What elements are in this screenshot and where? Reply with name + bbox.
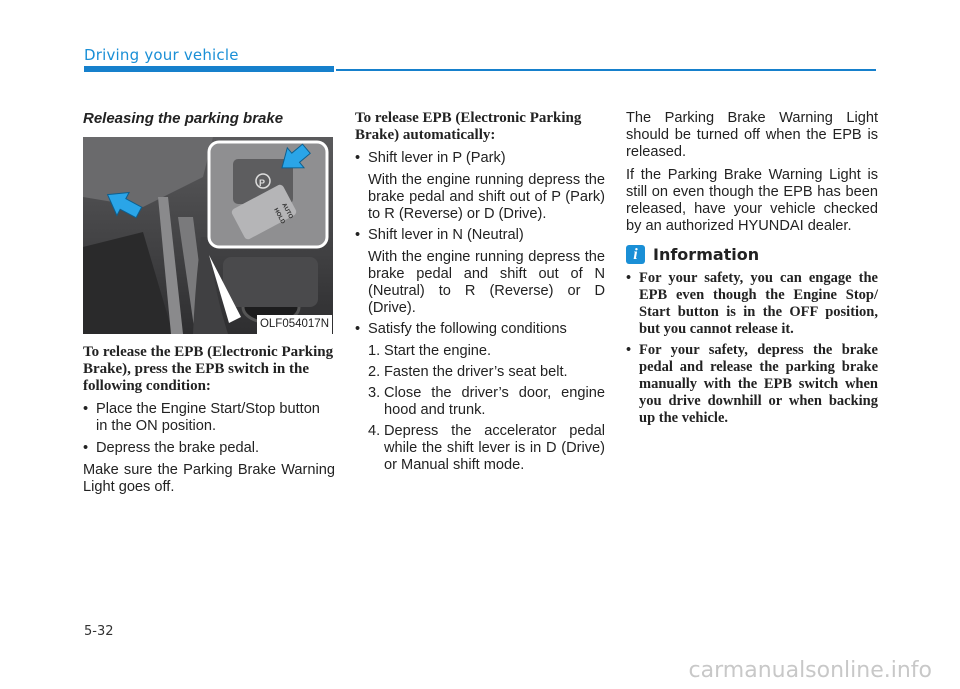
epb-switch-photo: [83, 137, 333, 334]
release-condition-heading: To release the EPB (Electronic Parking Brake), press the EPB switch in the following condition:: [83, 344, 334, 394]
watermark: carmanualsonline.info: [688, 658, 932, 683]
auto-label: AUTO: [280, 202, 294, 221]
step-text: Close the driver’s door, engine hood and trunk.: [384, 385, 605, 418]
step-text: Depress the accelerator pedal while the shift lever is in D (Drive) or Manual shift mode.: [384, 423, 605, 473]
conditions-bullet: • Satisfy the following conditions: [355, 321, 605, 338]
hold-label: HOLD: [272, 207, 286, 226]
shift-neutral-bullet: • Shift lever in N (Neutral): [355, 227, 605, 244]
information-title: Information: [653, 245, 760, 264]
information-box-title: [626, 245, 878, 264]
condition-step: [355, 364, 605, 381]
shift-neutral-detail: With the engine running depress the brake pedal and shift out of N (Neutral) to R (Reverse) or D (Drive).: [368, 249, 605, 316]
step-text: Fasten the driver’s seat belt.: [384, 364, 568, 380]
header-rule-thin: [336, 69, 876, 71]
warning-light-para: The Parking Brake Warning Light should be turned off when the EPB is released.: [626, 110, 878, 160]
information-bullet: • For your safety, you can engage the EPB even though the Engine Stop/ Start button is in the OFF position, but you cannot release it.: [626, 270, 878, 338]
info-icon: i: [626, 245, 645, 264]
column-3: [626, 110, 878, 431]
information-bullet: • For your safety, depress the brake pedal and release the parking brake manually with the EPB switch when you drive downhill or when backing up the vehicle.: [626, 342, 878, 427]
condition-bullet: • Place the Engine Start/Stop button in the ON position.: [83, 401, 335, 435]
page-number: 5-32: [84, 624, 114, 639]
epb-p-symbol: P: [259, 178, 266, 188]
step-text: Start the engine.: [384, 343, 492, 359]
condition-step: [355, 385, 605, 419]
step-number: 1.: [368, 343, 381, 359]
step-number: 3.: [368, 385, 381, 401]
header-rule-thick: [84, 66, 334, 72]
warning-light-note: Make sure the Parking Brake Warning Light goes off.: [83, 462, 335, 495]
section-title: Driving your vehicle: [84, 46, 239, 64]
condition-step: [355, 423, 605, 474]
condition-bullet: • Depress the brake pedal.: [83, 440, 335, 457]
shift-park-bullet: • Shift lever in P (Park): [355, 150, 605, 167]
condition-step: [355, 343, 605, 360]
shift-park-detail: With the engine running depress the brake pedal and shift out of P (Park) to R (Reverse) or D (Drive).: [368, 172, 605, 222]
photo-code: OLF054017N: [257, 315, 332, 334]
auto-release-heading: To release EPB (Electronic Parking Brake) automatically:: [355, 110, 582, 143]
car-interior-illustration: [83, 137, 333, 334]
step-number: 4.: [368, 423, 381, 439]
column-2: [355, 110, 605, 478]
heading-releasing-parking-brake: Releasing the parking brake: [83, 110, 284, 127]
column-1: [83, 110, 335, 502]
dealer-check-para: If the Parking Brake Warning Light is still on even though the EPB has been released, have your vehicle checked by an authorized HYUNDAI dealer.: [626, 167, 878, 234]
step-number: 2.: [368, 364, 381, 380]
